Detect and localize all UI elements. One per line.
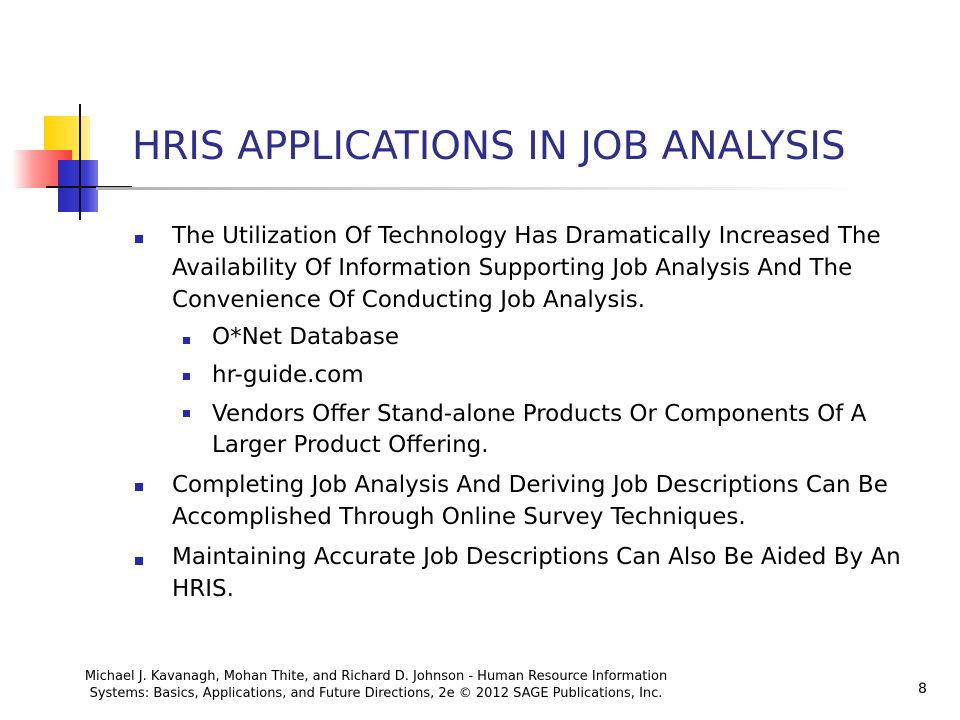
title-underline: [96, 187, 866, 190]
bullet-marker: [135, 483, 143, 491]
page-number: 8: [918, 681, 927, 697]
bullet-1-line-3: Convenience Of Conducting Job Analysis.: [172, 287, 646, 313]
sub-bullet-marker: [183, 410, 190, 417]
bullet-2-line-1: Completing Job Analysis And Deriving Job Descriptions Can Be: [172, 472, 888, 498]
slide-title: HRIS APPLICATIONS IN JOB ANALYSIS: [132, 124, 846, 169]
bullet-1-line-1: The Utilization Of Technology Has Dramatically Increased The: [172, 223, 881, 249]
sub-bullet-3-line-2: Larger Product Offering.: [212, 432, 489, 458]
sub-bullet-marker: [183, 337, 190, 344]
sub-bullet-1: O*Net Database: [212, 324, 400, 350]
footer-line-1: Michael J. Kavanagh, Mohan Thite, and Richard D. Johnson - Human Resource Information: [84, 669, 668, 684]
footer-citation: [56, 668, 696, 702]
bullet-3-line-2: HRIS.: [172, 576, 234, 602]
footer-line-2: Systems: Basics, Applications, and Future Directions, 2e © 2012 SAGE Publications, Inc.: [89, 686, 663, 701]
sub-bullet-2: hr-guide.com: [212, 362, 364, 388]
bullet-3-line-1: Maintaining Accurate Job Descriptions Can Also Be Aided By An: [172, 544, 901, 570]
bullet-2-line-2: Accomplished Through Online Survey Techniques.: [172, 504, 746, 530]
sub-bullet-3-line-1: Vendors Offer Stand-alone Products Or Components Of A: [212, 401, 867, 427]
sub-bullet-marker: [183, 373, 190, 380]
vertical-line-decoration: [79, 104, 81, 220]
bullet-marker: [135, 235, 143, 243]
bullet-1-line-2: Availability Of Information Supporting Job Analysis And The: [172, 255, 853, 281]
bullet-marker: [135, 557, 143, 565]
